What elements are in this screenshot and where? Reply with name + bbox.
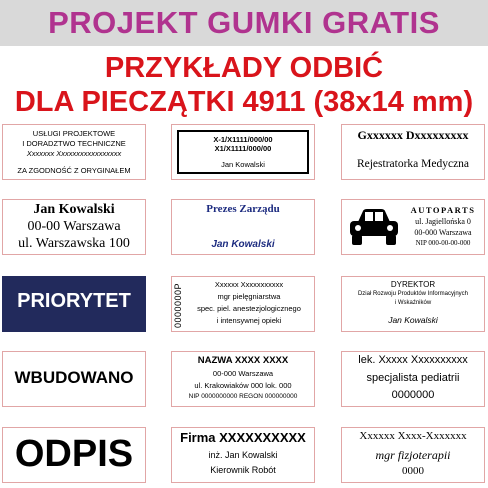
stamp-line: X-1/X1111/000/00 [213, 135, 273, 144]
stamp-sample-services [2, 124, 146, 180]
stamp-vertical-number: 0000000P [173, 282, 183, 328]
stamp-sample-priority [2, 276, 146, 332]
stamp-line: Gxxxxxx Dxxxxxxxxx [357, 128, 469, 142]
stamp-line: Jan Kowalski [221, 160, 265, 169]
stamp-sample-nurse [171, 276, 315, 332]
stamp-sample-address [2, 199, 146, 255]
stamp-line: Jan Kowalski [211, 239, 275, 250]
stamp-sample-built-in [2, 351, 146, 407]
stamp-line: Prezes Zarządu [206, 203, 280, 215]
stamp-line: ZA ZGODNOŚĆ Z ORYGINAŁEM [17, 166, 131, 175]
stamp-line: inż. Jan Kowalski [208, 450, 278, 460]
stamp-sample-director [341, 276, 485, 332]
car-icon [348, 208, 400, 246]
stamp-sample-physio [341, 427, 485, 483]
stamp-line: Xxxxxx Xxxxxxxxxxx [214, 280, 284, 289]
stamp-sample-site-manager [171, 427, 315, 483]
stamp-sample-framed [171, 124, 315, 180]
page-title: PRZYKŁADY ODBIĆ [104, 52, 384, 84]
stamp-line: 00-000 Warszawa [414, 228, 472, 237]
stamp-line: mgr pielęgniarstwa [217, 292, 281, 301]
stamp-line: i intensywnej opieki [216, 316, 282, 325]
stamp-line: ul. Warszawska 100 [18, 236, 130, 251]
stamp-sample-company [171, 351, 315, 407]
promo-banner-text: PROJEKT GUMKI GRATIS [48, 5, 440, 40]
stamp-sample-pediatrician [341, 351, 485, 407]
stamp-line: WBUDOWANO [14, 368, 134, 387]
stamp-line: ul. Krakowiaków 000 lok. 000 [194, 381, 292, 390]
stamp-line: Jan Kowalski [388, 315, 438, 325]
stamp-line: ul. Jagiellońska 0 [415, 217, 471, 226]
stamp-line: i Wskaźników [394, 300, 432, 306]
stamp-line: DYREKTOR [390, 280, 436, 289]
stamp-line: NIP 0000000000 REGON 000000000 [188, 393, 298, 400]
stamp-line: Jan Kowalski [33, 202, 115, 217]
stamp-line: NIP 000-00-00-000 [415, 239, 471, 247]
stamp-sample-registrar [341, 124, 485, 180]
stamp-line: PRIORYTET [17, 290, 131, 312]
stamp-line: 0000000 [391, 389, 435, 401]
stamp-line: 0000 [402, 465, 424, 477]
stamp-line: X1/X1111/000/00 [214, 144, 272, 153]
stamp-line: NAZWA XXXX XXXX [197, 355, 289, 366]
stamp-line: I DORADZTWO TECHNICZNE [22, 139, 126, 148]
stamp-line: Rejestratorka Medyczna [356, 158, 470, 170]
stamp-sample-copy [2, 427, 146, 483]
stamp-line: Firma XXXXXXXXXX [180, 430, 306, 445]
page-subtitle: DLA PIECZĄTKI 4911 (38x14 mm) [14, 86, 474, 118]
stamp-line: AUTOPARTS [410, 205, 476, 215]
stamp-line: Kierownik Robót [210, 465, 276, 475]
stamp-line: 00-000 Warszawa [212, 369, 274, 378]
stamp-line: ODPIS [14, 433, 134, 475]
stamp-line: 00-00 Warszawa [27, 219, 121, 234]
stamp-sample-autoparts [341, 199, 485, 255]
stamp-line: Dział Rozwoju Produktów Informacyjnych [357, 291, 469, 297]
stamp-line: specjalista pediatrii [366, 372, 460, 384]
stamp-line: lek. Xxxxx Xxxxxxxxxx [358, 354, 468, 366]
stamp-line: Xxxxxxx Xxxxxxxxxxxxxxxxx [26, 149, 122, 158]
stamp-sample-president [171, 199, 315, 255]
stamp-line: USŁUGI PROJEKTOWE [32, 129, 116, 138]
stamp-line: spec. piel. anestezjologicznego [197, 304, 301, 313]
promo-banner [0, 0, 488, 46]
stamp-line: Xxxxxx Xxxx-Xxxxxxx [359, 430, 467, 442]
stamp-line: mgr fizjoterapii [375, 448, 451, 462]
